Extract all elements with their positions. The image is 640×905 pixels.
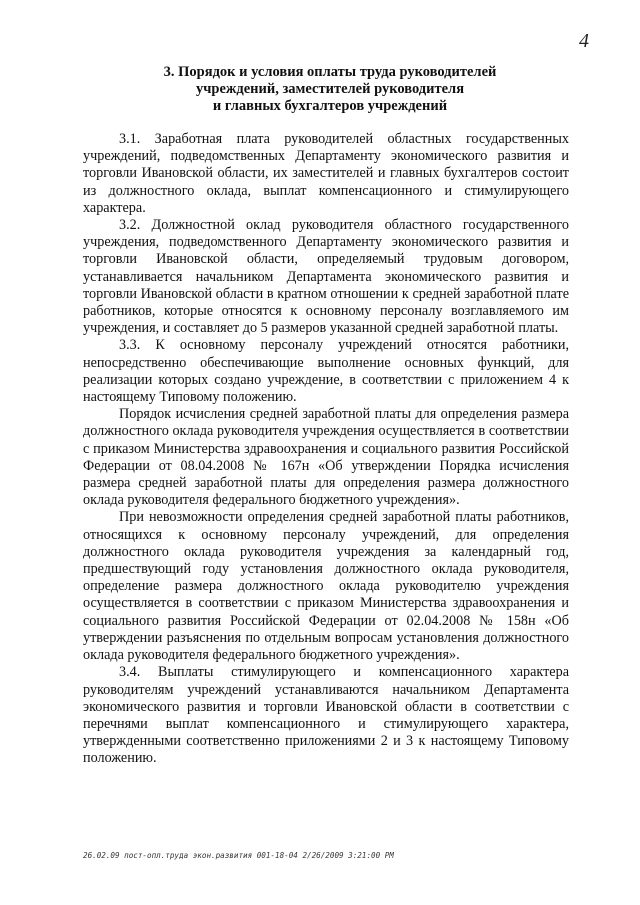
section-title bbox=[90, 64, 570, 115]
paragraph-impossibility: При невозможности определения средней заработной платы работников, относящихся к основному персоналу учреждений, для определения должностного оклада руководителя учреждения за календарный год, предшествующий году установления должностного оклада руководителя, определение размера должностного оклада руководителю учреждения осуществляется в соответствии с приказом Министерства здравоохранения и социального развития Российской Федерации от 02.04.2008 № 158н «Об утверждении разъяснения по отдельным вопросам установления должностного оклада руководителя федерального бюджетного учреждения». bbox=[83, 509, 569, 664]
paragraph-3-4: 3.4. Выплаты стимулирующего и компенсационного характера руководителям учреждений устанавливаются начальником Департамента экономического развития и торговли Ивановской области в соответствии с перечнями выплат компенсационного и стимулирующего характера, утвержденными соответственно приложениями 2 и 3 к настоящему Типовому положению. bbox=[83, 664, 569, 767]
document-footer: 26.02.09 пост-опл.труда экон.развития 001-18-04 2/26/2009 3:21:00 PM bbox=[83, 851, 394, 860]
paragraph-salary-calculation: Порядок исчисления средней заработной платы для определения размера должностного оклада руководителя учреждения осуществляется в соответствии с приказом Министерства здравоохранения и социального развития Российской Федерации от 08.04.2008 № 167н «Об утверждении Порядка исчисления размера средней заработной платы для определения размера должностного оклада руководителя федерального бюджетного учреждения». bbox=[83, 406, 569, 509]
section-title-line: и главных бухгалтеров учреждений bbox=[212, 98, 448, 114]
paragraph-3-1: 3.1. Заработная плата руководителей областных государственных учреждений, подведомственных Департаменту экономического развития и торговли Ивановской области, их заместителей и главных бухгалтеров состоит из должностного оклада, выплат компенсационного и стимулирующего характера. bbox=[83, 131, 569, 216]
document-body bbox=[83, 131, 569, 768]
page-number: 4 bbox=[579, 30, 589, 52]
section-title-line: учреждений, заместителей руководителя bbox=[195, 81, 465, 97]
paragraph-3-2: 3.2. Должностной оклад руководителя областного государственного учреждения, подведомственного Департаменту экономического развития и торговли Ивановской области, определяемый трудовым договором, устанавливается начальником Департамента экономического развития и торговли Ивановской области в кратном отношении к средней заработной плате работников, которые относятся к основному персоналу возглавляемого им учреждения, и составляет до 5 размеров указанной средней заработной платы. bbox=[83, 217, 569, 337]
section-title-line: 3. Порядок и условия оплаты труда руководителей bbox=[163, 64, 497, 80]
paragraph-3-3: 3.3. К основному персоналу учреждений относятся работники, непосредственно обеспечивающие выполнение основных функций, для реализации которых создано учреждение, в соответствии с приложением 4 к настоящему Типовому положению. bbox=[83, 337, 569, 406]
